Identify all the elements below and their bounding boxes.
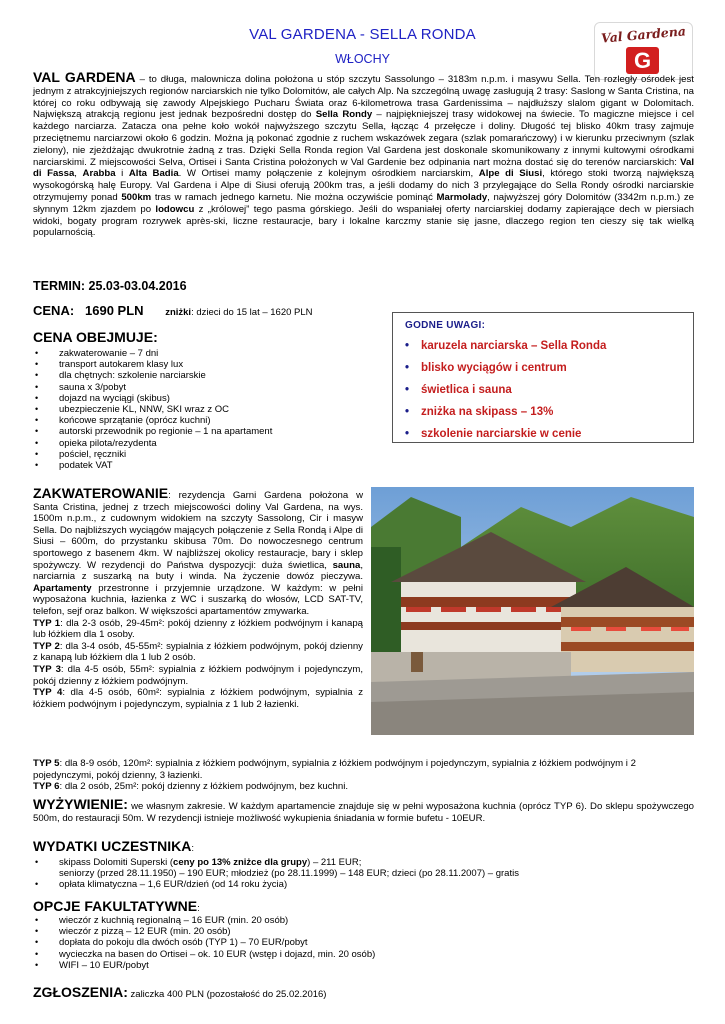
meals-text: we własnym zakresie. W każdym apartamencie znajduje się w pełni wyposażona kuchnia (oprócz TYP 6). Do sklepu spożywczego 500m, do restauracji 50m. W rezydencji istnieje możliwość wykupienia śniadania w formie bufetu - 10EUR.: [33, 801, 694, 824]
page-subtitle: WŁOCHY: [335, 52, 390, 66]
intro-bold: lodowcu: [155, 203, 195, 215]
skipass-discounts: seniorzy (przed 28.11.1950) – 190 EUR; młodzież (po 28.11.1999) – 148 EUR; dzieci (po 28.11.2007) – gratis: [59, 868, 519, 880]
typ-text: : dla 4-5 osób, 55m²: sypialnia z łóżkiem podwójnym i pojedynczym, pokój dzienny z łóżkiem podwójnym.: [33, 663, 363, 687]
typ-label: TYP 5: [33, 758, 60, 769]
list-item: • dla chętnych: szkolenie narciarskie: [33, 370, 383, 381]
highlights-list: [405, 335, 681, 445]
list-item: • końcowe sprzątanie (oprócz kuchni): [33, 415, 383, 426]
intro-text: ,: [74, 168, 83, 180]
page-title: VAL GARDENA - SELLA RONDA: [249, 26, 476, 43]
list-item: • opieka pilota/rezydenta: [33, 438, 383, 449]
typ-text: : dla 3-4 osób, 45-55m²: sypialnia z łóżkiem podwójnym, pokój dzienny z kanapą lub łóżkiem dla 1 lub 2 osób.: [33, 640, 363, 664]
intro-bold: Marmolady: [436, 191, 488, 203]
price-label: CENA:: [33, 303, 75, 318]
intro-text: – to długa, malownicza dolina położona u stóp szczytu Sassolungo – 3183m n.p.m. i masywu Sella. Ten rozległy ośrodek jest jednym z atrakcyjniejszych regionów narciarskich nie tylko Dolomitów, ale całych Alp. Na szczególną uwagę zasługują 2 trasy: Saslong w Santa Cristina, na której co roku odbywają się zawody Alpejskiego Pucharu Świata oraz 6-kilometrowa trasa Gardenissima – najdłuższy slalom gigant w Dolomitach. Największą atrakcją regionu jest jednak bezpośredni dostęp do: [33, 74, 694, 121]
registration-text: zaliczka 400 PLN (pozostałość do 25.02.2016): [127, 989, 327, 1000]
accommodation-text: , narciarnia z suszarką na buty i winda. Na życzenie dowóz pieczywa.: [33, 559, 363, 583]
highlights-title: GODNE UWAGI:: [405, 320, 486, 331]
expenses-list: [33, 857, 694, 891]
typ-label: TYP 4: [33, 687, 63, 699]
skipass-text: skipass Dolomiti Superski (: [59, 857, 174, 868]
intro-text: , najwyższej góry Dolomitów (3342m n.p.m.) ze słynnym 12km zjazdem po: [33, 191, 694, 215]
typ-label: TYP 2: [33, 640, 60, 652]
intro-bold: Alpe di Siusi: [478, 168, 543, 180]
highlight-item: • szkolenie narciarskie w cenie: [405, 423, 681, 445]
typ-label: TYP 3: [33, 663, 61, 675]
highlight-item: • blisko wyciągów i centrum: [405, 357, 681, 379]
heading-colon: :: [168, 490, 171, 501]
list-item: • autorski przewodnik po regionie – 1 na apartament: [33, 426, 383, 437]
price-line: [33, 303, 313, 318]
list-item: • opłata klimatyczna – 1,6 EUR/dzień (od 14 roku życia): [33, 879, 694, 890]
accommodation-bold: Apartamenty: [33, 582, 92, 594]
list-item: • sauna x 3/pobyt: [33, 382, 383, 393]
intro-bold: Arabba: [82, 168, 116, 180]
typ-label: TYP 6: [33, 781, 60, 793]
heading-text: WYDATKI UCZESTNIKA: [33, 838, 192, 854]
highlights-box: [392, 312, 694, 443]
intro-text: z „królowej” tego pasma górskiego. Jeśli do wspaniałej oferty narciarskiej dodamy zapierające dech w piersiach widoki, bogaty program rozrywek après-ski, liczne restauracje, bary i lokalne karczmy stanie się jasne, dlaczego region ten cieszy się tak wielką popularnością.: [33, 203, 694, 239]
highlight-item: • zniżka na skipass – 13%: [405, 401, 681, 423]
intro-bold: Sella Rondy: [315, 109, 373, 121]
list-item: [33, 857, 694, 868]
intro-bold: Val di Fassa: [33, 156, 694, 180]
typ-label: TYP 1: [33, 617, 61, 629]
price-includes-list: [33, 348, 383, 471]
list-item: • podatek VAT: [33, 460, 383, 471]
list-item: • transport autokarem klasy lux: [33, 359, 383, 370]
discount-label: zniżki: [165, 307, 192, 318]
list-item: • ubezpieczenie KL, NNW, SKI wraz z OC: [33, 404, 383, 415]
list-item: • wieczór z pizzą – 12 EUR (min. 20 osób): [33, 926, 694, 937]
optional-heading: [33, 898, 200, 914]
accommodation-bold: sauna: [332, 559, 361, 571]
registration-line: [33, 984, 326, 1000]
accommodation-heading: ZAKWATEROWANIE: [33, 485, 169, 501]
list-item: • wieczór z kuchnią regionalną – 16 EUR (min. 20 osób): [33, 915, 694, 926]
typ-text: : dla 4-5 osób, 60m²: sypialnia z łóżkiem podwójnym, sypialnia z łóżkiem podwójnym i pojedynczym, sypialnia z 1 lub 2 łazienki.: [33, 687, 363, 710]
intro-bold: 500km: [121, 191, 152, 203]
list-item: • wycieczka na basen do Ortisei – ok. 10 EUR (wstęp i dojazd, min. 20 osób): [33, 949, 694, 960]
heading-colon: :: [191, 843, 195, 854]
intro-text: i: [115, 168, 129, 180]
typ-text: : dla 2 osób, 25m²: pokój dzienny z łóżkiem podwójnym, bez kuchni.: [59, 781, 348, 793]
price-includes-section: [33, 329, 383, 471]
intro-bold: Alta Badia: [128, 168, 179, 180]
apartment-types-continued: [33, 758, 694, 793]
price-value: 1690 PLN: [85, 303, 144, 318]
list-item: • pościel, ręczniki: [33, 449, 383, 460]
accommodation-text: rezydencja Garni Gardena położona w Santa Cristina, jednej z trzech miejscowości doliny Val Gardena, na wys. 1500m n.p.m., z cudownym widokiem na szczyty Sassolong, Cir i masyw Sella. Do najbliższych wyciągów mających połączenie z Sella Rondą i Alpe di Siusi – 600m, do przystanku skibusa 70m. Do nowoczesnego centrum sportowego z basenem 4km. W najbliższej okolicy restauracje, bary i sklep spożywczy. W rezydencji do Państwa dyspozycji: duża świetlica,: [33, 490, 363, 571]
intro-text: – najpiękniejszej trasy widokowej na świecie. To magiczne miejsce i cel każdego narciarza. Zatacza ona pełne koło wokół najwyższego szczytu Sella, łącząc 4 przełęcze i doliny. Długość tej blisko 40km trasy zajmuje przeciętnemu narciarzowi około 6 godzin. Można ją pokonać zgodnie z ruchem wskazówek zegara (szlak pomarańczowy) i w kierunku przeciwnym (szlak zielony), nie zjeżdżając dwukrotnie żadną z tras. Dzięki Sella Ronda region Val Gardena jest doskonale skomunikowany z innymi kultowymi ośrodkami narciarskimi. Z miejscowości Selva, Ortisei i Santa Cristina położonych w Val Gardenie bez odpinania nart można dostać się do terenów narciarskich:: [33, 109, 695, 168]
accommodation-text: przestronne i przyjemnie urządzone. W każdym: w pełni wyposażona kuchnia, łazienka z WC i suszarką do włosów, LCD SAT-TV, telefon, sejf oraz balkon. W większości apartamentów zmywarka.: [33, 582, 363, 617]
hotel-photo: [371, 487, 694, 735]
skipass-price: ) – 211 EUR;: [307, 857, 362, 868]
optional-list: [33, 915, 694, 971]
logo-text: Val Gardena: [600, 23, 687, 46]
meals-section: [33, 798, 694, 825]
heading-text: OPCJE FAKULTATYWNE: [33, 898, 198, 914]
list-item: • dopłata do pokoju dla dwóch osób (TYP 1) – 70 EUR/pobyt: [33, 937, 694, 948]
meals-heading: WYŻYWIENIE:: [33, 796, 128, 812]
registration-heading: ZGŁOSZENIA:: [33, 984, 128, 1000]
heading-colon: :: [197, 903, 200, 914]
intro-paragraph: [33, 69, 695, 239]
intro-text: , którego stoki tworzą największą wysokogórską halę Europy. Val Gardena i Alpe di Siusi oferują 200km tras, a jeśli dodamy do nich 3 przylegające do Sella Rondy ośrodki narciarskie otrzymujemy ponad: [33, 168, 694, 203]
logo-letter: G: [626, 47, 659, 74]
highlight-item: • karuzela narciarska – Sella Ronda: [405, 335, 681, 357]
list-item: • dojazd na wyciągi (skibus): [33, 393, 383, 404]
intro-lead: VAL GARDENA: [33, 69, 136, 85]
heading-colon: :: [153, 329, 158, 345]
typ-text: : dla 8-9 osób, 120m²: sypialnia z łóżkiem podwójnym, sypialnia z łóżkiem podwójnym i pojedynczym, sypialnia z łóżkiem podwójnym i 2 pojedynczymi, pokój dzienny, 3 łazienki.: [33, 758, 636, 781]
skipass-bold: ceny po 13% zniżce dla grupy: [173, 857, 308, 868]
highlight-item: • świetlica i sauna: [405, 379, 681, 401]
accommodation-section: [33, 485, 363, 710]
expenses-heading: [33, 838, 194, 854]
price-includes-heading: [33, 329, 383, 345]
intro-text: . W Ortisei mamy połączenie z kolejnym ośrodkiem narciarskim,: [178, 168, 479, 180]
discount-value: : dzieci do 15 lat – 1620 PLN: [191, 307, 313, 318]
intro-text: tras w ramach jednego karnetu. Nie można oczywiście pominąć: [151, 191, 437, 203]
hotel-building: [401, 582, 576, 652]
termin: TERMIN: 25.03-03.04.2016: [33, 279, 187, 293]
heading-text: CENA OBEJMUJE: [33, 329, 154, 345]
typ-text: : dla 2-3 osób, 29-45m²: pokój dzienny z łóżkiem podwójnym i kanapą lub łóżkiem dla 1 osoby.: [33, 617, 363, 641]
list-item: • zakwaterowanie – 7 dni: [33, 348, 383, 359]
list-item: • WIFI – 10 EUR/pobyt: [33, 960, 694, 971]
